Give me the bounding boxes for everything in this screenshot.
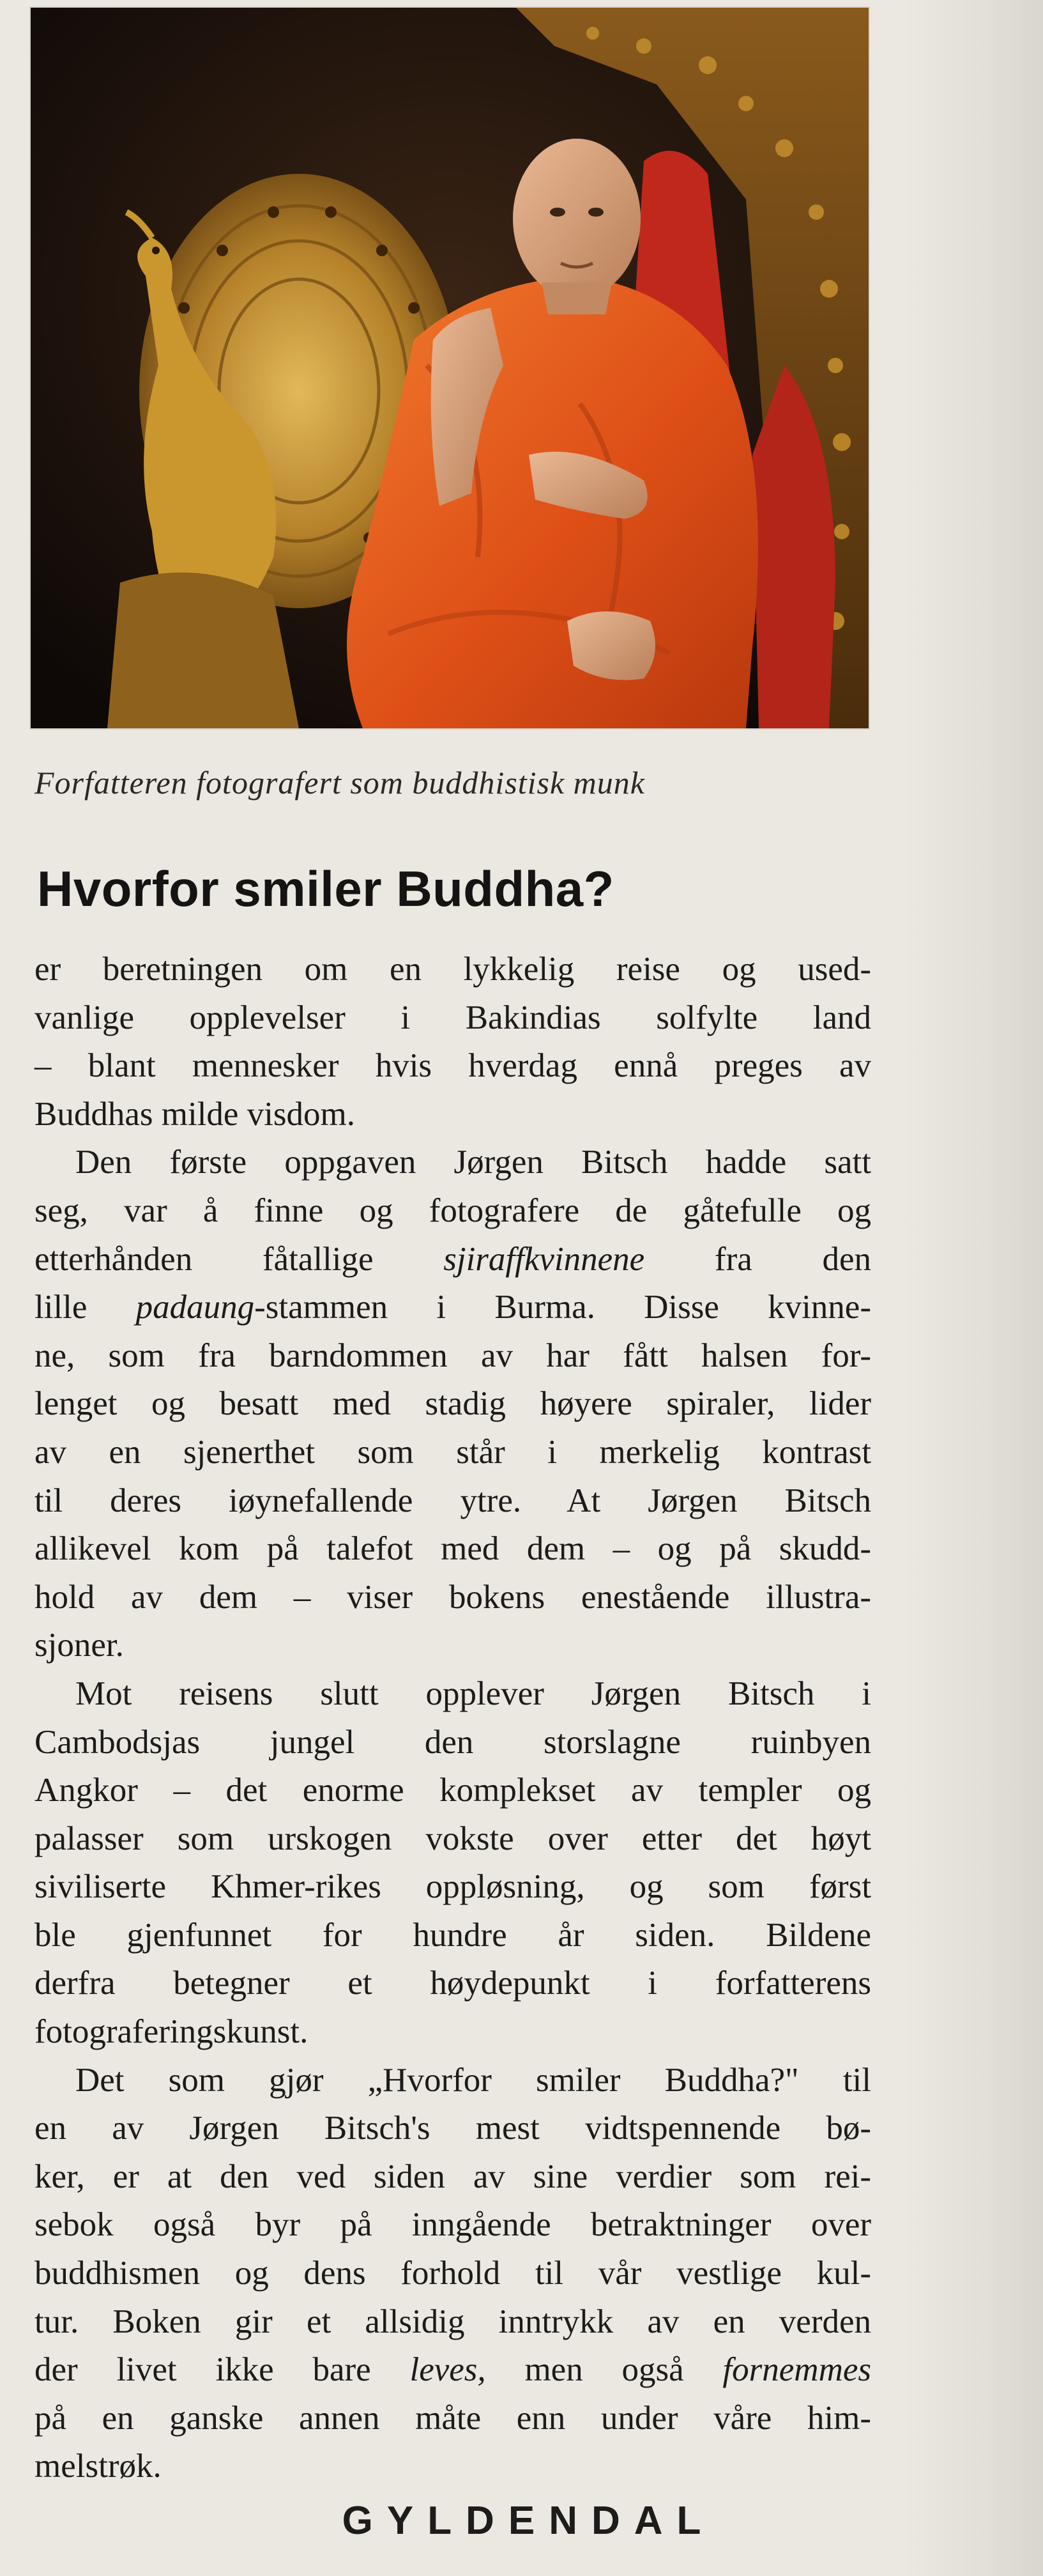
text-line: seg, var å finne og fotografere de gåtefulle og [34, 1192, 871, 1229]
blurb-body [34, 946, 871, 2491]
text-line: Buddhas milde visdom. [34, 1095, 356, 1133]
text-line: lille padaung-stammen i Burma. Disse kvinne- [34, 1289, 871, 1326]
text-line: derfra betegner et høydepunkt i forfatterens [34, 1965, 871, 2002]
text-line: melstrøk. [34, 2448, 162, 2485]
text-line: palasser som urskogen vokste over etter det høyt [34, 1820, 871, 1857]
text-line: på en ganske annen måte enn under våre him- [34, 2399, 871, 2437]
text-line: ker, er at den ved siden av sine verdier som rei- [34, 2158, 871, 2195]
publisher-label: GYLDENDAL [342, 2499, 715, 2543]
text-line: vanlige opplevelser i Bakindias solfylte land [34, 999, 871, 1036]
photo-caption: Forfatteren fotografert som buddhistisk munk [34, 765, 645, 801]
book-title-heading: Hvorfor smiler Buddha? [37, 861, 614, 917]
text-line: en av Jørgen Bitsch's mest vidtspennende bø- [34, 2110, 871, 2147]
text-line: ne, som fra barndommen av har fått halsen for- [34, 1337, 871, 1374]
text-line: Det som gjør „Hvorfor smiler Buddha?" til [75, 2061, 871, 2099]
text-line: siviliserte Khmer-rikes oppløsning, og som først [34, 1868, 871, 1906]
text-line: Cambodsjas jungel den storslagne ruinbyen [34, 1723, 871, 1761]
text-line: der livet ikke bare leves, men også fornemmes [34, 2351, 871, 2389]
text-line: er beretningen om en lykkelig reise og used- [34, 951, 871, 988]
monk-photo-illustration [31, 8, 869, 728]
text-line: tur. Boken gir et allsidig inntrykk av en verden [34, 2303, 871, 2340]
text-line: av en sjenerthet som står i merkelig kontrast [34, 1433, 871, 1471]
text-line: allikevel kom på talefot med dem – og på skudd- [34, 1530, 871, 1568]
text-line: hold av dem – viser bokens enestående illustra- [34, 1578, 871, 1616]
text-line: lenget og besatt med stadig høyere spiraler, lider [34, 1385, 871, 1423]
text-line: til deres iøynefallende ytre. At Jørgen Bitsch [34, 1482, 871, 1519]
page-edge-shadow [901, 0, 1043, 2576]
author-photo [31, 8, 869, 728]
text-line: buddhismen og dens forhold til vår vestlige kul- [34, 2255, 871, 2292]
text-line: sjoner. [34, 1627, 124, 1664]
text-line: fotograferingskunst. [34, 2013, 308, 2051]
text-line: sebok også byr på inngående betraktninger over [34, 2206, 871, 2244]
text-line: Mot reisens slutt opplever Jørgen Bitsch i [75, 1675, 871, 1712]
text-line: Den første oppgaven Jørgen Bitsch hadde satt [75, 1144, 871, 1181]
text-line: etterhånden fåtallige sjiraffkvinnene fra den [34, 1240, 871, 1278]
text-line: Angkor – det enorme komplekset av templer og [34, 1772, 871, 1809]
text-line: – blant mennesker hvis hverdag ennå preges av [34, 1047, 871, 1085]
publisher-name [0, 2498, 1043, 2543]
text-line: ble gjenfunnet for hundre år siden. Bildene [34, 1916, 871, 1954]
